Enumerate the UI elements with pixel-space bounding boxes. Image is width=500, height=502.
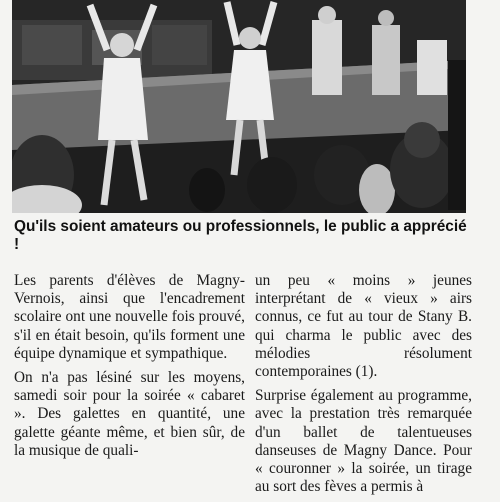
article-paragraph: On n'a pas lésiné sur les moyens, samedi soir pour la soirée « cabaret ». Des galettes en quantité, une galette géante même, et bien sûr, de la musique de quali- <box>14 369 245 459</box>
dance-performance-photo <box>12 0 466 213</box>
article-paragraph: Surprise également au programme, avec la prestation très remarquée d'un ballet de talentueuses danseuses de Magny Dance. Pour « couronner » la soirée, un tirage au sort des fèves a permis à <box>255 387 472 496</box>
article-column-right <box>255 272 472 502</box>
article-paragraph: un peu « moins » jeunes interprétant de « vieux » airs connus, ce fut au tour de Stany B. qui charma le public avec des mélodies résolument contemporaines (1). <box>255 272 472 381</box>
article-paragraph: Les parents d'élèves de Magny-Vernois, ainsi que l'encadrement scolaire ont une nouvelle fois prouvé, s'il en était besoin, qu'ils forment une équipe dynamique et sympathique. <box>14 272 245 362</box>
article-column-left <box>14 272 245 466</box>
photo-caption: Qu'ils soient amateurs ou professionnels, le public a apprécié ! <box>14 218 467 253</box>
